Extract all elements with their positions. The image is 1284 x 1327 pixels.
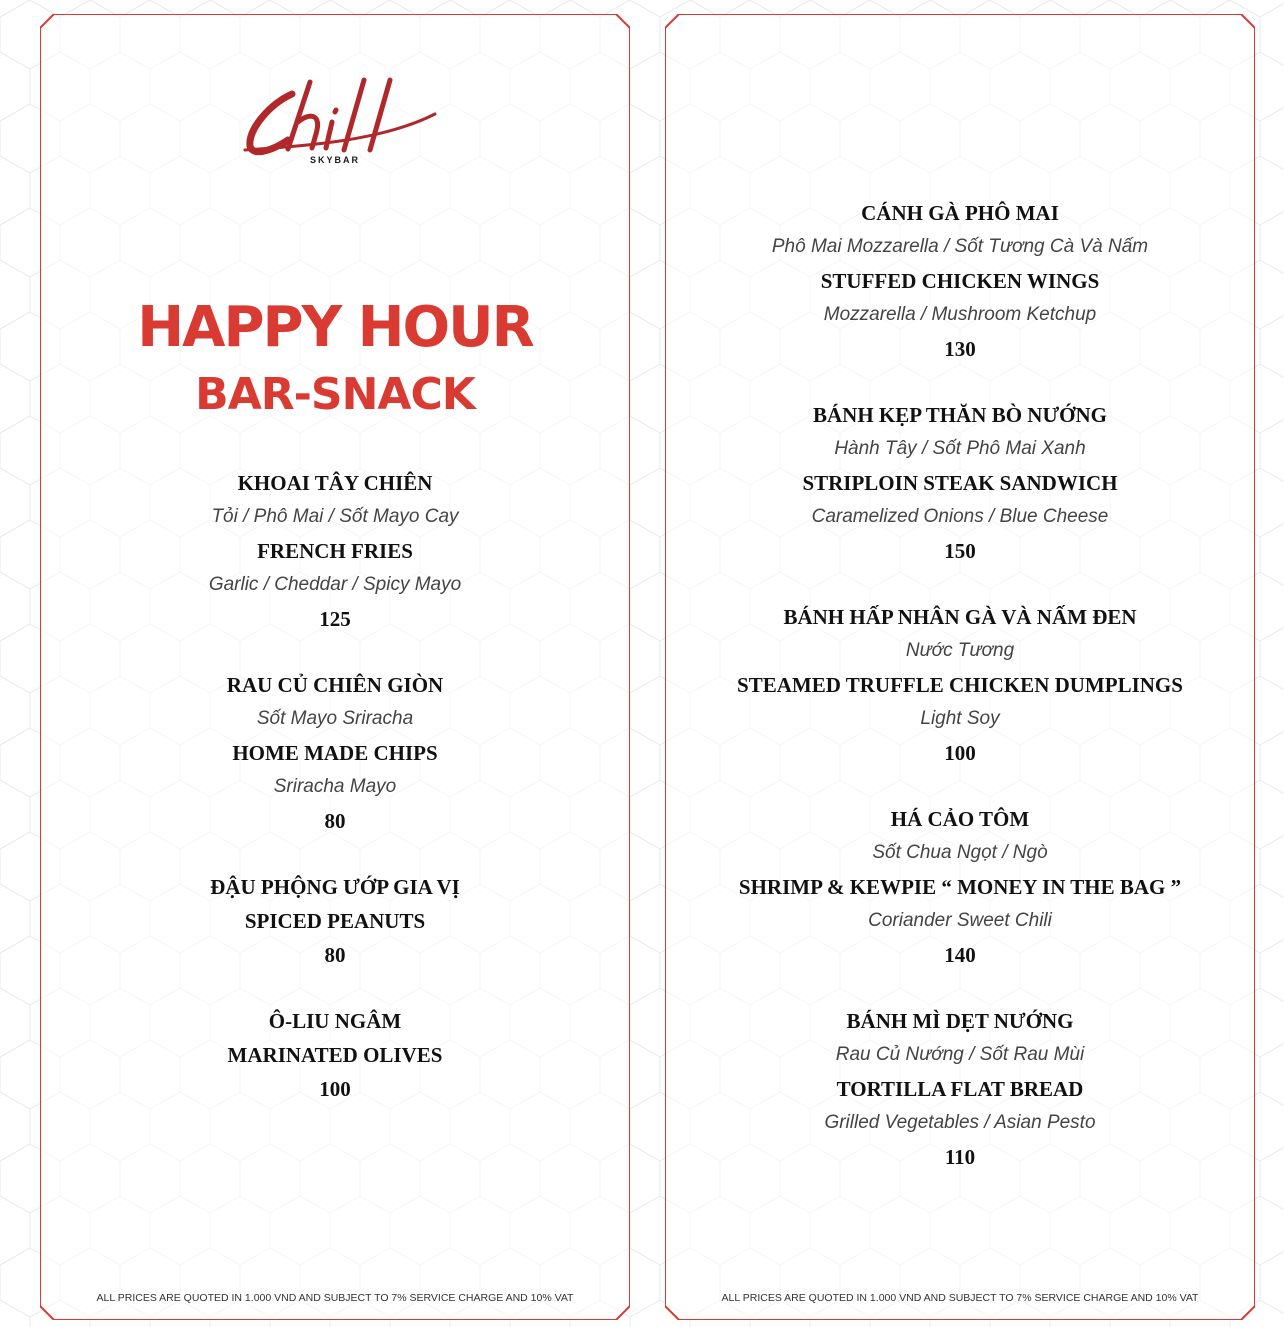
price-disclaimer: ALL PRICES ARE QUOTED IN 1.000 VND AND SUBJECT TO 7% SERVICE CHARGE AND 10% VAT <box>721 1292 1199 1304</box>
item-name-vn: BÁNH MÌ DẸT NƯỚNG <box>846 1009 1074 1033</box>
item-desc-en: Caramelized Onions / Blue Cheese <box>811 506 1109 527</box>
item-desc-en: Grilled Vegetables / Asian Pesto <box>824 1112 1096 1133</box>
menu-item <box>40 1004 630 1106</box>
item-desc-vn: Sốt Mayo Sriracha <box>256 708 414 729</box>
item-name-en: SPICED PEANUTS <box>244 909 426 933</box>
menu-list-right <box>665 196 1255 1206</box>
menu-item <box>40 466 630 636</box>
menu-item <box>665 1004 1255 1174</box>
item-name-vn: RAU CỦ CHIÊN GIÒN <box>226 673 444 697</box>
item-price: 125 <box>319 607 351 631</box>
item-price: 100 <box>319 1077 351 1101</box>
item-price: 130 <box>944 337 976 361</box>
item-price: 150 <box>944 539 976 563</box>
item-name-vn: KHOAI TÂY CHIÊN <box>237 471 433 495</box>
item-name-vn: HÁ CẢO TÔM <box>890 807 1030 831</box>
item-desc-en: Garlic / Cheddar / Spicy Mayo <box>208 574 462 595</box>
item-desc-en: Light Soy <box>920 708 1000 729</box>
menu-panel-left <box>40 14 630 1320</box>
menu-item <box>665 196 1255 366</box>
page-subtitle: BAR-SNACK <box>195 369 475 420</box>
menu-item <box>40 668 630 838</box>
item-desc-vn: Nước Tương <box>905 640 1015 661</box>
item-name-vn: CÁNH GÀ PHÔ MAI <box>861 201 1059 225</box>
item-price: 80 <box>324 809 346 833</box>
menu-item <box>665 398 1255 568</box>
menu-panel-right <box>665 14 1255 1320</box>
logo-subtext: SKYBAR <box>309 155 360 165</box>
item-desc-en: Mozzarella / Mushroom Ketchup <box>823 304 1097 325</box>
item-name-en: HOME MADE CHIPS <box>232 741 438 765</box>
menu-item <box>665 600 1255 770</box>
item-desc-vn: Rau Củ Nướng / Sốt Rau Mùi <box>835 1044 1085 1065</box>
item-price: 100 <box>944 741 976 765</box>
menu-list-left <box>40 466 630 1138</box>
item-desc-en: Coriander Sweet Chili <box>868 910 1052 931</box>
item-name-en: TORTILLA FLAT BREAD <box>836 1077 1084 1101</box>
item-price: 140 <box>944 943 976 967</box>
price-disclaimer: ALL PRICES ARE QUOTED IN 1.000 VND AND SUBJECT TO 7% SERVICE CHARGE AND 10% VAT <box>96 1292 574 1304</box>
item-desc-vn: Phô Mai Mozzarella / Sốt Tương Cà Và Nấm <box>771 236 1149 257</box>
item-desc-vn: Hành Tây / Sốt Phô Mai Xanh <box>834 438 1086 459</box>
item-desc-en: Sriracha Mayo <box>273 776 397 797</box>
item-name-en: FRENCH FRIES <box>257 539 413 563</box>
item-name-en: STUFFED CHICKEN WINGS <box>820 269 1100 293</box>
item-name-vn: Ô-LIU NGÂM <box>268 1009 402 1033</box>
item-desc-vn: Sốt Chua Ngọt / Ngò <box>872 842 1048 863</box>
item-name-vn: ĐẬU PHỘNG ƯỚP GIA VỊ <box>210 875 460 899</box>
menu-item <box>665 802 1255 972</box>
item-name-en: STEAMED TRUFFLE CHICKEN DUMPLINGS <box>737 673 1183 697</box>
item-price: 110 <box>944 1145 976 1169</box>
menu-item <box>40 870 630 972</box>
item-price: 80 <box>324 943 346 967</box>
item-name-en: STRIPLOIN STEAK SANDWICH <box>802 471 1118 495</box>
item-name-en: MARINATED OLIVES <box>227 1043 443 1067</box>
page-title: HAPPY HOUR <box>137 295 533 360</box>
item-name-vn: BÁNH KẸP THĂN BÒ NƯỚNG <box>812 403 1108 427</box>
item-name-en: SHRIMP & KEWPIE “ MONEY IN THE BAG ” <box>738 875 1182 899</box>
item-desc-vn: Tỏi / Phô Mai / Sốt Mayo Cay <box>211 506 459 527</box>
item-name-vn: BÁNH HẤP NHÂN GÀ VÀ NẤM ĐEN <box>783 605 1137 629</box>
